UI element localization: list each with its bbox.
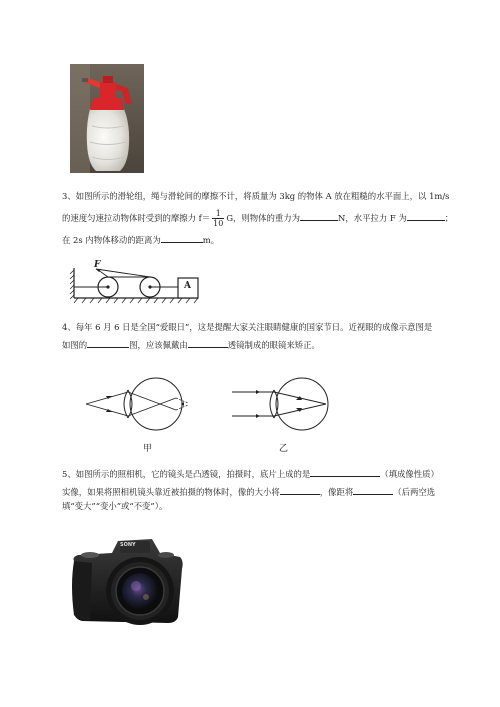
q3-line2 <box>62 209 453 228</box>
answer-blank-distance[interactable] <box>161 233 203 243</box>
q3-line3-text-b: m。 <box>202 235 220 245</box>
sprayer-bottle-photo <box>70 64 144 173</box>
q4-line1: 4、每年 6 月 6 日是全国“爱眼日”，这是提醒大家关注眼睛健康的国家节日。近视眼的成像示意图是 <box>62 322 433 332</box>
q5-line2 <box>62 485 435 498</box>
q3-line2-text-b: G，则物体的重力为 <box>226 213 301 223</box>
q3-line3 <box>62 233 219 246</box>
answer-blank-image-size[interactable] <box>280 485 320 495</box>
q3-line1: 3、如图所示的滑轮组，绳与滑轮间的摩擦不计，将质量为 3kg 的物体 A 放在粗糙的水平面上，以 1m/s <box>62 191 450 201</box>
caption-yi: 乙 <box>279 444 289 454</box>
q5-line1-text-a: 5、如图所示的照相机，它的镜头是凸透镜，拍摄时，底片上成的是 <box>62 469 311 479</box>
answer-blank-force[interactable] <box>407 211 445 221</box>
q4-line2-text-b: 图，应该佩戴由 <box>129 340 188 350</box>
q5-line1-text-b: （填成像性质） <box>380 469 439 479</box>
q4-line2 <box>62 338 320 351</box>
q5-line2-text-a: 实像，如果将照相机镜头靠近被拍摄的物体时，像的大小将 <box>62 487 280 497</box>
q3-line2-text-c: N，水平拉力 F 为 <box>338 213 407 223</box>
block-label-A: A <box>184 281 191 291</box>
answer-blank-image-distance[interactable] <box>353 485 393 495</box>
q3-line2-text-d: ； <box>444 213 454 223</box>
answer-blank-weight[interactable] <box>300 211 338 221</box>
q5-line1 <box>62 467 439 480</box>
q3-line3-text-a: 在 2s 内物体移动的距离为 <box>62 235 161 245</box>
camera-photo <box>68 535 186 627</box>
fraction-denominator: 10 <box>213 219 224 228</box>
answer-blank-image-type[interactable] <box>310 467 380 477</box>
fraction-numerator: 1 <box>212 209 224 219</box>
eye-diagram-jia <box>84 372 204 442</box>
camera-brand-logo: SONY <box>120 542 136 548</box>
pulley-diagram <box>68 260 208 306</box>
eye-diagram-yi <box>230 372 340 442</box>
force-label-F: F <box>94 260 101 270</box>
q5-line2-text-c: （后两空选 <box>393 487 436 497</box>
friction-fraction <box>212 209 224 228</box>
q4-line2-text-c: 透镜制成的眼镜来矫正。 <box>227 340 320 350</box>
caption-jia: 甲 <box>143 444 153 454</box>
q5-line3: 填“变大”“变小”或“不变”）。 <box>62 501 168 511</box>
answer-blank-lens[interactable] <box>188 338 228 348</box>
q3-line2-text-a: 的速度匀速拉动物体时受到的摩擦力 f＝ <box>62 213 211 223</box>
answer-blank-figure[interactable] <box>87 338 129 348</box>
q4-line2-text-a: 如图的 <box>62 340 88 350</box>
q5-line2-text-b: ，像距将 <box>319 487 354 497</box>
